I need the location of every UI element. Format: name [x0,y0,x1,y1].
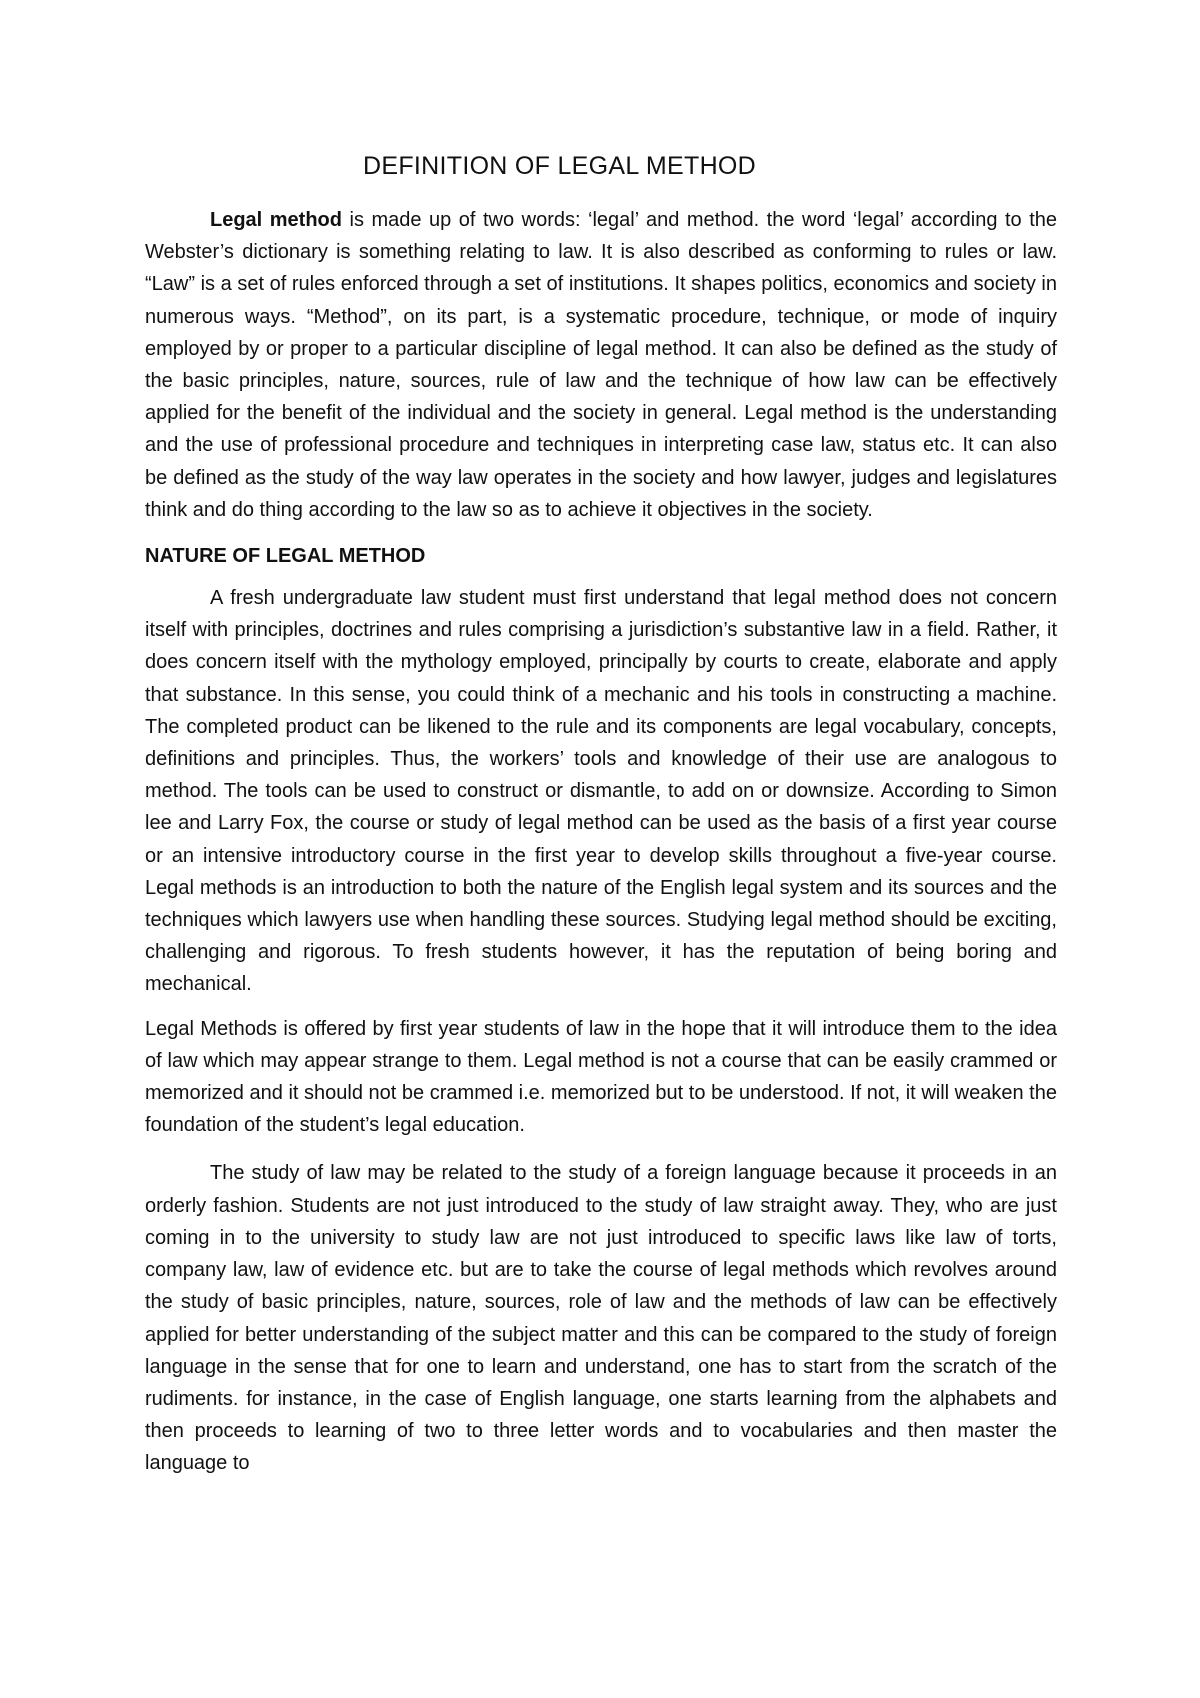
nature-paragraph-1: A fresh undergraduate law student must first understand that legal method does not concern itself with principles, doctrines and rules comprising a jurisdiction’s substantive law in a field. Rather, it does concern itself with the mythology employed, principally by courts to create, elaborate and apply that substance. In this sense, you could think of a mechanic and his tools in constructing a machine. The completed product can be likened to the rule and its components are legal vocabulary, concepts, definitions and principles. Thus, the workers’ tools and knowledge of their use are analogous to method. The tools can be used to construct or dismantle, to add on or downsize. According to Simon lee and Larry Fox, the course or study of legal method can be used as the basis of a first year course or an intensive introductory course in the first year to develop skills throughout a five-year course. Legal methods is an introduction to both the nature of the English legal system and its sources and the techniques which lawyers use when handling these sources. Studying legal method should be exciting, challenging and rigorous. To fresh students however, it has the reputation of being boring and mechanical. [145,587,1057,996]
section-heading-nature: NATURE OF LEGAL METHOD [145,545,426,568]
definition-text: is made up of two words: ‘legal’ and method. the word ‘legal’ according to the Webster’s dictionary is something relating to law. It is also described as conforming to rules or law. “Law” is a set of rules enforced through a set of institutions. It shapes politics, economics and society in numerous ways. “Method”, on its part, is a systematic procedure, technique, or mode of inquiry employed by or proper to a particular discipline of legal method. It can also be defined as the study of the basic principles, nature, sources, rule of law and the technique of how law can be effectively applied for the benefit of the individual and the society in general. Legal method is the understanding and the use of professional procedure and techniques in interpreting case law, status etc. It can also be defined as the study of the way law operates in the society and how lawyer, judges and legislatures think and do thing according to the law so as to achieve it objectives in the society. [145,209,1057,521]
document-body [145,150,1057,1480]
nature-paragraph-2: Legal Methods is offered by first year students of law in the hope that it will introduce them to the idea of law which may appear strange to them. Legal method is not a course that can be easily crammed or memorized and it should not be crammed i.e. memorized but to be understood. If not, it will weaken the foundation of the student’s legal education. [145,1017,1057,1137]
definition-paragraph [145,204,1057,526]
nature-paragraph-3: The study of law may be related to the study of a foreign language because it proceeds in an orderly fashion. Students are not just introduced to the study of law straight away. They, who are just coming in to the university to study law are not just introduced to specific laws like law of torts, company law, law of evidence etc. but are to take the course of legal methods which revolves around the study of basic principles, nature, sources, role of law and the methods of law can be effectively applied for better understanding of the subject matter and this can be compared to the study of foreign language in the sense that for one to learn and understand, one has to start from the scratch of the rudiments. for instance, in the case of English language, one starts learning from the alphabets and then proceeds to learning of two to three letter words and to vocabularies and then master the language to [145,1162,1057,1475]
definition-lead-term: Legal method [210,209,342,231]
page-title: DEFINITION OF LEGAL METHOD [363,152,757,180]
